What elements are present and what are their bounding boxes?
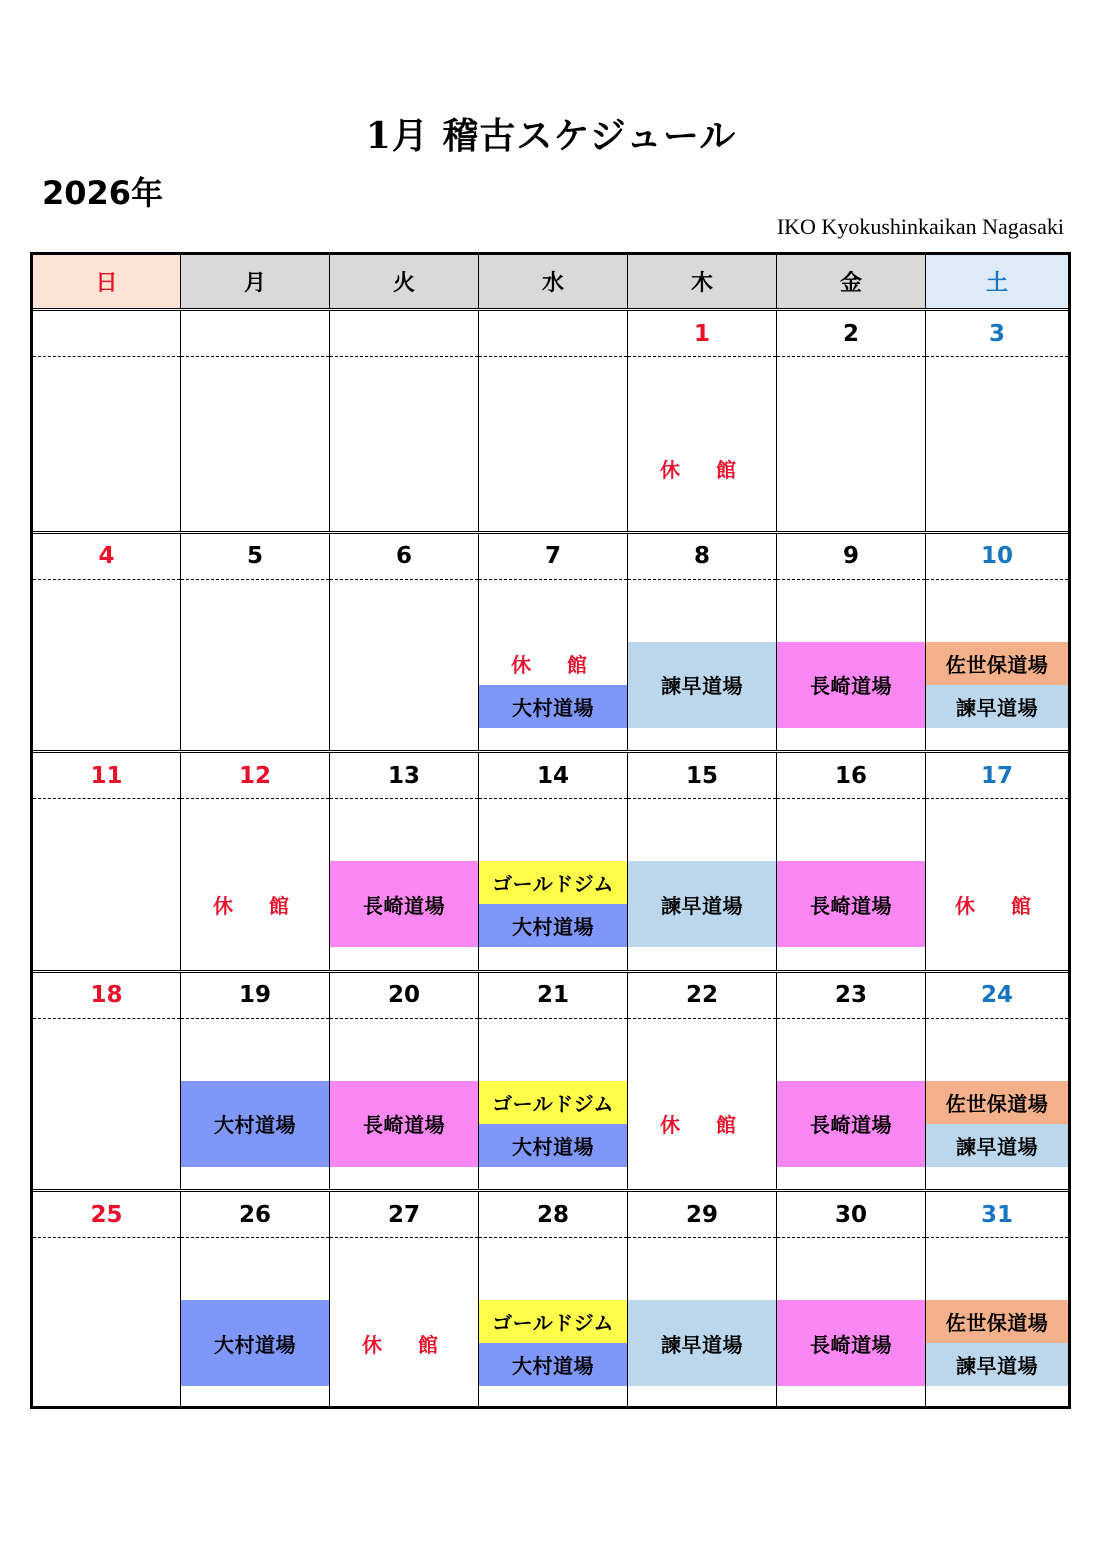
event-list <box>330 1300 478 1386</box>
day-cell[interactable] <box>479 973 628 1190</box>
day-number: 7 <box>479 534 627 580</box>
weekday-header-friday: 金 <box>777 255 926 308</box>
week-row <box>33 750 1068 970</box>
event-nagasaki: 長崎道場 <box>777 1081 925 1167</box>
day-number: 16 <box>777 753 925 799</box>
day-cell[interactable] <box>777 753 926 970</box>
day-number: 15 <box>628 753 776 799</box>
event-list <box>926 1300 1068 1386</box>
day-cell[interactable] <box>926 973 1068 1190</box>
weekday-header-tuesday: 火 <box>330 255 479 308</box>
weekday-header <box>33 255 1068 311</box>
day-number: 9 <box>777 534 925 580</box>
day-cell[interactable] <box>926 753 1068 970</box>
event-list <box>628 1081 776 1167</box>
organization-name: IKO Kyokushinkaikan Nagasaki <box>776 214 1064 239</box>
day-cell[interactable] <box>777 311 926 531</box>
event-isahaya: 諫早道場 <box>926 1124 1068 1167</box>
event-omura: 大村道場 <box>181 1081 329 1167</box>
day-number: 28 <box>479 1192 627 1238</box>
day-number: 10 <box>926 534 1068 580</box>
calendar-grid <box>30 252 1071 1409</box>
day-number: 29 <box>628 1192 776 1238</box>
event-goldgym: ゴールドジム <box>479 1300 627 1343</box>
event-closed: 休 館 <box>660 1113 744 1138</box>
day-cell[interactable] <box>330 973 479 1190</box>
week-row <box>33 970 1068 1190</box>
page-title: 1月 稽古スケジュール <box>365 115 737 157</box>
day-number: 25 <box>33 1192 180 1238</box>
weekday-header-saturday: 土 <box>926 255 1068 308</box>
event-goldgym: ゴールドジム <box>479 861 627 904</box>
event-closed: 休 館 <box>362 1332 446 1357</box>
day-cell[interactable] <box>926 1192 1068 1409</box>
day-cell[interactable] <box>181 1192 330 1409</box>
day-cell[interactable] <box>479 1192 628 1409</box>
day-cell[interactable] <box>181 311 330 531</box>
day-cell[interactable] <box>33 534 181 751</box>
event-isahaya: 諫早道場 <box>628 642 776 728</box>
day-number: 24 <box>926 973 1068 1019</box>
day-cell[interactable] <box>926 534 1068 751</box>
event-sasebo: 佐世保道場 <box>926 1081 1068 1124</box>
event-omura: 大村道場 <box>479 904 627 947</box>
day-number <box>330 311 478 357</box>
day-number: 30 <box>777 1192 925 1238</box>
day-cell[interactable] <box>628 753 777 970</box>
weekday-header-wednesday: 水 <box>479 255 628 308</box>
event-omura: 大村道場 <box>479 685 627 728</box>
day-number: 12 <box>181 753 329 799</box>
event-nagasaki: 長崎道場 <box>330 1081 478 1167</box>
event-list <box>926 1081 1068 1167</box>
weekday-header-sunday: 日 <box>33 255 181 308</box>
day-number: 11 <box>33 753 180 799</box>
day-number <box>479 311 627 357</box>
event-list <box>628 1300 776 1386</box>
event-nagasaki: 長崎道場 <box>777 1300 925 1386</box>
weekday-header-monday: 月 <box>181 255 330 308</box>
weekday-header-thursday: 木 <box>628 255 777 308</box>
event-closed: 休 館 <box>511 652 595 677</box>
event-sasebo: 佐世保道場 <box>926 642 1068 685</box>
week-row <box>33 1189 1068 1409</box>
day-number: 14 <box>479 753 627 799</box>
event-nagasaki: 長崎道場 <box>777 861 925 947</box>
day-number: 17 <box>926 753 1068 799</box>
event-list <box>628 642 776 728</box>
event-list <box>181 1081 329 1167</box>
day-number: 4 <box>33 534 180 580</box>
day-cell[interactable] <box>330 534 479 751</box>
day-cell[interactable] <box>33 311 181 531</box>
event-list <box>181 861 329 947</box>
day-number: 22 <box>628 973 776 1019</box>
event-list <box>330 861 478 947</box>
event-list <box>181 1300 329 1386</box>
day-number: 23 <box>777 973 925 1019</box>
day-number <box>181 311 329 357</box>
event-list <box>479 642 627 728</box>
day-cell[interactable] <box>181 534 330 751</box>
day-cell[interactable] <box>926 311 1068 531</box>
event-isahaya: 諫早道場 <box>926 685 1068 728</box>
event-list <box>330 1081 478 1167</box>
day-cell[interactable] <box>181 973 330 1190</box>
event-list <box>628 861 776 947</box>
event-list <box>479 1300 627 1386</box>
day-cell[interactable] <box>777 1192 926 1409</box>
day-number: 6 <box>330 534 478 580</box>
day-number: 21 <box>479 973 627 1019</box>
day-number: 31 <box>926 1192 1068 1238</box>
day-cell[interactable] <box>479 534 628 751</box>
day-cell[interactable] <box>628 973 777 1190</box>
event-isahaya: 諫早道場 <box>628 1300 776 1386</box>
day-cell[interactable] <box>330 753 479 970</box>
day-number: 26 <box>181 1192 329 1238</box>
event-closed: 休 館 <box>213 893 297 918</box>
day-cell[interactable] <box>33 973 181 1190</box>
event-list <box>777 1081 925 1167</box>
week-row <box>33 531 1068 751</box>
day-number: 19 <box>181 973 329 1019</box>
event-list <box>479 1081 627 1167</box>
event-isahaya: 諫早道場 <box>926 1343 1068 1386</box>
event-list <box>777 642 925 728</box>
event-list <box>777 1300 925 1386</box>
day-number: 3 <box>926 311 1068 357</box>
event-sasebo: 佐世保道場 <box>926 1300 1068 1343</box>
event-closed: 休 館 <box>955 893 1039 918</box>
day-number: 5 <box>181 534 329 580</box>
event-list <box>628 425 776 511</box>
event-goldgym: ゴールドジム <box>479 1081 627 1124</box>
day-number: 18 <box>33 973 180 1019</box>
day-number: 13 <box>330 753 478 799</box>
day-number <box>33 311 180 357</box>
day-cell[interactable] <box>330 1192 479 1409</box>
day-number: 1 <box>628 311 776 357</box>
day-cell[interactable] <box>777 534 926 751</box>
year-label: 2026年 <box>42 174 164 212</box>
day-cell[interactable] <box>33 1192 181 1409</box>
event-nagasaki: 長崎道場 <box>330 861 478 947</box>
day-number: 20 <box>330 973 478 1019</box>
day-cell[interactable] <box>777 973 926 1190</box>
event-list <box>926 861 1068 947</box>
day-cell[interactable] <box>479 753 628 970</box>
event-isahaya: 諫早道場 <box>628 861 776 947</box>
day-cell[interactable] <box>628 1192 777 1409</box>
event-omura: 大村道場 <box>479 1343 627 1386</box>
day-cell[interactable] <box>628 311 777 531</box>
day-number: 8 <box>628 534 776 580</box>
day-cell[interactable] <box>181 753 330 970</box>
event-omura: 大村道場 <box>181 1300 329 1386</box>
day-cell[interactable] <box>479 311 628 531</box>
week-row <box>33 311 1068 531</box>
event-list <box>777 861 925 947</box>
event-list <box>926 642 1068 728</box>
event-closed: 休 館 <box>660 457 744 482</box>
day-cell[interactable] <box>628 534 777 751</box>
event-omura: 大村道場 <box>479 1124 627 1167</box>
event-nagasaki: 長崎道場 <box>777 642 925 728</box>
day-number: 2 <box>777 311 925 357</box>
day-cell[interactable] <box>330 311 479 531</box>
day-number: 27 <box>330 1192 478 1238</box>
day-cell[interactable] <box>33 753 181 970</box>
event-list <box>479 861 627 947</box>
